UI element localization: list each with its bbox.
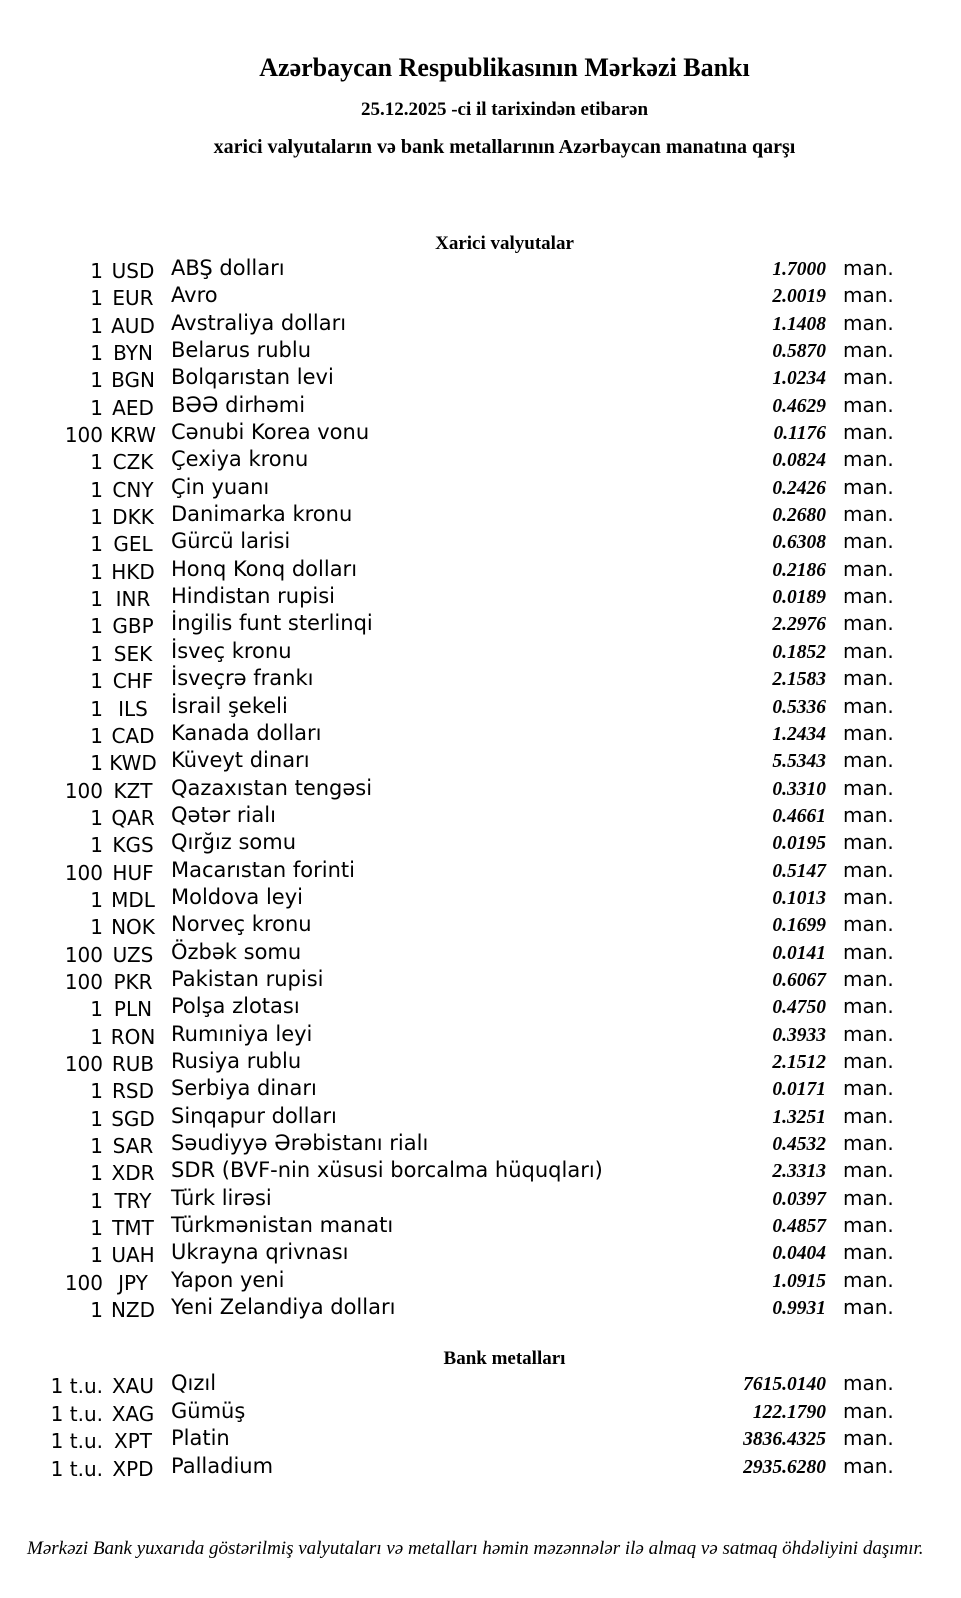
currency-name: Danimarka kronu [171,502,353,527]
table-row [0,1048,894,1076]
row-quantity: 1 [90,887,103,912]
currency-code: HUF [112,860,154,885]
unit-suffix: man. [843,666,894,691]
table-row [0,502,894,530]
currency-code: CNY [112,477,154,502]
exchange-rate: 0.4750 [772,997,826,1019]
row-quantity: 1 [90,1188,103,1213]
table-row [0,666,894,694]
currency-name: Honq Konq dolları [171,556,358,581]
currency-code: MDL [111,887,155,912]
unit-suffix: man. [843,1131,894,1155]
unit-suffix: man. [843,1185,894,1210]
currency-name: Yapon yeni [171,1267,285,1292]
unit-suffix: man. [843,447,894,472]
exchange-rate: 0.1176 [773,423,826,445]
obligation-note: Mərkəzi Bank yuxarıda göstərilmiş valyutaları və metalları həmin məzənnələr ilə almaq və satmaq öhdəliyini daşımır. [27,1538,924,1560]
currency-code: CHF [112,669,154,694]
exchange-rate: 0.6067 [772,969,826,991]
unit-suffix: man. [843,994,894,1019]
unit-suffix: man. [843,502,894,527]
unit-suffix: man. [843,1371,894,1396]
currency-name: Norveç kronu [171,912,312,937]
exchange-rate: 0.5336 [772,696,826,718]
row-quantity: 1 [90,1134,103,1158]
currency-name: Qırğız somu [171,830,297,855]
exchange-rate: 0.1699 [772,915,826,937]
currencies-table [0,256,894,1323]
exchange-rate: 0.2426 [772,477,826,499]
currency-code: XPT [114,1429,152,1454]
currency-name: Serbiya dinarı [171,1076,317,1101]
table-row [0,447,894,475]
effective-date-line: 25.12.2025 -ci il tarixindən etibarən [360,99,649,120]
unit-suffix: man. [843,1267,894,1292]
table-row [0,556,894,584]
currency-name: İsveçrə frankı [171,666,314,691]
unit-suffix: man. [843,392,894,417]
row-quantity: 1 [90,1243,103,1268]
unit-suffix: man. [843,638,894,663]
table-row [0,1158,894,1186]
row-quantity: 1 [90,997,103,1022]
table-row [0,994,894,1022]
exchange-rate: 0.0404 [772,1243,826,1265]
currency-name: Gürcü larisi [171,529,291,554]
row-quantity: 1 [90,341,103,366]
table-row [0,1240,894,1268]
table-row [0,830,894,858]
table-row [0,966,894,994]
currency-code: KRW [110,423,156,448]
currency-code: XDR [111,1161,155,1186]
row-quantity: 100 [64,942,103,967]
table-row [0,1076,894,1104]
row-quantity: 1 [90,1216,103,1241]
currency-code: KGS [112,833,154,858]
table-row [0,884,894,912]
table-row [0,1398,894,1427]
page-title: Azərbaycan Respublikasının Mərkəzi Bankı [259,53,750,82]
currency-name: Türk lirəsi [171,1185,272,1210]
row-quantity: 1 [90,532,103,557]
currency-code: CAD [111,723,155,748]
exchange-rate: 0.5147 [772,860,826,882]
currency-name: Çin yuanı [171,474,270,499]
unit-suffix: man. [843,830,894,855]
row-quantity: 1 [90,368,103,393]
currency-code: TMT [112,1216,154,1241]
exchange-rate: 0.6308 [772,532,826,554]
currency-name: Özbək somu [171,939,302,964]
exchange-rate: 1.1408 [772,313,826,335]
exchange-rate: 0.1013 [772,887,826,909]
currency-code: GBP [112,614,154,639]
currency-name: Pakistan rupisi [171,966,324,991]
currency-code: DKK [112,505,154,530]
row-quantity: 1 t.u. [50,1429,103,1454]
row-quantity: 1 t.u. [50,1401,103,1426]
exchange-rate: 0.1852 [772,641,826,663]
currency-code: INR [115,587,151,612]
unit-suffix: man. [843,310,894,335]
currency-name: Palladium [171,1453,274,1478]
currency-name: Küveyt dinarı [171,748,310,773]
exchange-rate: 0.3310 [772,778,826,800]
currency-code: XPD [112,1456,154,1481]
currency-name: BƏƏ dirhəmi [171,392,306,417]
unit-suffix: man. [843,693,894,718]
currency-code: KWD [109,751,157,776]
row-quantity: 1 [90,1024,103,1049]
exchange-rate: 2935.6280 [743,1456,826,1478]
exchange-rate: 0.4661 [772,805,826,827]
table-row [0,775,894,803]
currency-code: SGD [111,1106,155,1131]
currency-code: XAU [111,1374,155,1399]
exchange-rate: 0.0397 [772,1188,826,1210]
exchange-rate: 1.0234 [772,368,826,390]
currency-name: Avstraliya dolları [171,310,347,335]
table-row [0,1185,894,1213]
table-row [0,720,894,748]
currency-name: Kanada dolları [171,720,322,745]
exchange-rate: 2.1512 [772,1051,826,1073]
table-row [0,638,894,666]
currency-code: NZD [110,1298,156,1323]
table-row [0,338,894,366]
currency-code: RSD [112,1079,154,1104]
currency-code: UZS [112,942,154,967]
currency-code: XAG [111,1401,155,1426]
currency-name: Türkmənistan manatı [171,1213,394,1238]
currency-code: ILS [118,696,148,721]
unit-suffix: man. [843,1158,894,1183]
currency-name: SDR (BVF-nin xüsusi borcalma hüquqları) [171,1158,603,1183]
exchange-rate: 0.2186 [772,559,826,581]
exchange-rate: 0.4532 [772,1134,826,1155]
currency-name: Yeni Zelandiya dolları [171,1295,396,1320]
exchange-rate: 1.2434 [772,723,826,745]
currency-name: Bolqarıstan levi [171,365,334,390]
exchange-rate: 5.5343 [772,751,826,773]
currency-code: RUB [111,1051,155,1076]
currency-name: Qazaxıstan tengəsi [171,775,373,800]
table-row [0,1426,894,1454]
currency-name: Qızıl [171,1371,217,1396]
row-quantity: 100 [64,1270,103,1295]
table-row [0,611,894,639]
unit-suffix: man. [843,474,894,499]
table-row [0,1453,894,1482]
table-row [0,693,894,721]
table-row [0,857,894,885]
currency-name: Cənubi Korea vonu [171,420,370,445]
exchange-rate: 0.0141 [772,942,826,964]
page-subtitle: xarici valyutaların və bank metallarının Azərbaycan manatına qarşı [213,136,796,158]
row-quantity: 1 [90,286,103,311]
table-row [0,1103,894,1131]
exchange-rate: 2.0019 [772,286,826,308]
row-quantity: 1 [90,1161,103,1186]
unit-suffix: man. [843,420,894,445]
unit-suffix: man. [843,1426,894,1451]
exchange-rate: 0.3933 [772,1024,826,1046]
exchange-rate: 2.3313 [772,1161,826,1183]
row-quantity: 1 [90,833,103,858]
currency-code: TRY [114,1188,152,1213]
currency-name: ABŞ dolları [171,256,285,280]
row-quantity: 1 [90,723,103,748]
exchange-rate: 3836.4325 [743,1429,826,1451]
row-quantity: 1 [90,587,103,612]
row-quantity: 100 [64,860,103,885]
currency-name: İsveç kronu [171,638,292,663]
row-quantity: 100 [64,969,103,994]
table-row [0,912,894,940]
table-row [0,584,894,612]
currency-code: JPY [118,1270,148,1295]
row-quantity: 1 [90,477,103,502]
unit-suffix: man. [843,283,894,308]
unit-suffix: man. [843,1103,894,1128]
unit-suffix: man. [843,1213,894,1238]
row-quantity: 1 [90,313,103,338]
currencies-section-heading: Xarici valyutalar [435,233,574,254]
row-quantity: 1 [90,805,103,830]
currency-code: NOK [111,915,155,940]
row-quantity: 1 [90,1106,103,1131]
table-row [0,474,894,502]
currency-code: BGN [111,368,155,393]
currency-code: PLN [113,997,153,1022]
currency-code: SAR [112,1134,154,1158]
exchange-rate: 0.2680 [772,505,826,527]
table-row [0,420,894,448]
currency-name: Polşa zlotası [171,994,300,1019]
row-quantity: 1 [90,614,103,639]
currency-name: Çexiya kronu [171,447,309,472]
currency-name: Səudiyyə Ərəbistanı rialı [171,1131,429,1155]
exchange-rate: 0.5870 [772,341,826,363]
unit-suffix: man. [843,365,894,390]
currency-name: Sinqapur dolları [171,1103,337,1128]
table-row [0,1021,894,1049]
currency-name: Platin [171,1426,230,1451]
unit-suffix: man. [843,1453,894,1478]
table-row [0,939,894,967]
currency-code: AED [112,395,154,420]
table-row [0,310,894,338]
exchange-rate: 0.0189 [772,587,826,609]
exchange-rate: 0.0195 [772,833,826,855]
unit-suffix: man. [843,857,894,882]
unit-suffix: man. [843,1398,894,1423]
exchange-rate: 1.0915 [772,1270,826,1292]
unit-suffix: man. [843,720,894,745]
row-quantity: 1 [90,641,103,666]
currency-name: Rusiya rublu [171,1048,302,1073]
row-quantity: 1 [90,450,103,475]
row-quantity: 1 [90,395,103,420]
currency-name: İngilis funt sterlinqi [171,611,373,636]
unit-suffix: man. [843,611,894,636]
row-quantity: 1 [90,696,103,721]
unit-suffix: man. [843,529,894,554]
metals-table [0,1371,894,1481]
currency-name: Avro [171,283,218,308]
currency-name: Ukrayna qrivnası [171,1240,349,1265]
row-quantity: 1 [90,505,103,530]
currency-name: Rumıniya leyi [171,1021,313,1046]
currency-name: Gümüş [171,1398,246,1423]
row-quantity: 1 t.u. [50,1374,103,1399]
currency-name: Hindistan rupisi [171,584,336,609]
currency-code: QAR [111,805,155,830]
unit-suffix: man. [843,556,894,581]
table-row [0,365,894,393]
currency-code: SEK [113,641,153,666]
exchange-rate: 1.7000 [772,259,826,280]
row-quantity: 1 [90,1298,103,1323]
unit-suffix: man. [843,338,894,363]
unit-suffix: man. [843,966,894,991]
table-row [0,1295,894,1323]
currency-code: BYN [113,341,153,366]
exchange-rate: 0.0824 [772,450,826,472]
currency-code: CZK [112,450,154,475]
unit-suffix: man. [843,256,894,280]
exchange-rate: 2.2976 [772,614,826,636]
exchange-rate: 1.3251 [772,1106,826,1128]
table-row [0,1371,894,1399]
exchange-rate: 122.1790 [752,1401,826,1423]
currency-code: RON [110,1024,156,1049]
currency-name: Moldova leyi [171,884,303,909]
unit-suffix: man. [843,912,894,937]
currency-name: Macarıstan forinti [171,857,355,882]
row-quantity: 1 [90,915,103,940]
unit-suffix: man. [843,1240,894,1265]
exchange-rate: 0.4857 [772,1216,826,1238]
currency-code: HKD [111,559,155,584]
unit-suffix: man. [843,584,894,609]
exchange-rate: 0.4629 [772,395,826,417]
table-row [0,1213,894,1241]
table-row [0,283,894,311]
metals-section-heading: Bank metalları [443,1348,566,1370]
unit-suffix: man. [843,775,894,800]
row-quantity: 1 [90,259,103,283]
row-quantity: 1 [90,669,103,694]
currency-code: UAH [111,1243,155,1268]
currency-name: İsrail şekeli [171,693,288,718]
row-quantity: 100 [64,1051,103,1076]
unit-suffix: man. [843,1021,894,1046]
exchange-rate: 0.0171 [772,1079,826,1101]
currency-code: PKR [113,969,153,994]
currency-name: Belarus rublu [171,338,312,363]
currency-name: Qətər rialı [171,802,276,827]
unit-suffix: man. [843,1295,894,1320]
row-quantity: 100 [64,778,103,803]
row-quantity: 1 t.u. [50,1456,103,1481]
exchange-rate: 7615.0140 [743,1374,826,1396]
row-quantity: 1 [90,751,103,776]
table-row [0,392,894,420]
currency-code: AUD [111,313,155,338]
table-row [0,802,894,830]
currency-code: EUR [112,286,154,311]
row-quantity: 100 [64,423,103,448]
currency-code: KZT [113,778,153,803]
table-row [0,748,894,776]
unit-suffix: man. [843,802,894,827]
unit-suffix: man. [843,1076,894,1101]
unit-suffix: man. [843,884,894,909]
table-row [0,256,894,283]
unit-suffix: man. [843,1048,894,1073]
currency-code: GEL [113,532,153,557]
unit-suffix: man. [843,939,894,964]
currency-code: USD [111,259,155,283]
row-quantity: 1 [90,1079,103,1104]
table-row [0,1131,894,1158]
table-row [0,1267,894,1295]
exchange-rate: 2.1583 [772,669,826,691]
exchange-rate: 0.9931 [772,1298,826,1320]
table-row [0,529,894,557]
unit-suffix: man. [843,748,894,773]
row-quantity: 1 [90,559,103,584]
